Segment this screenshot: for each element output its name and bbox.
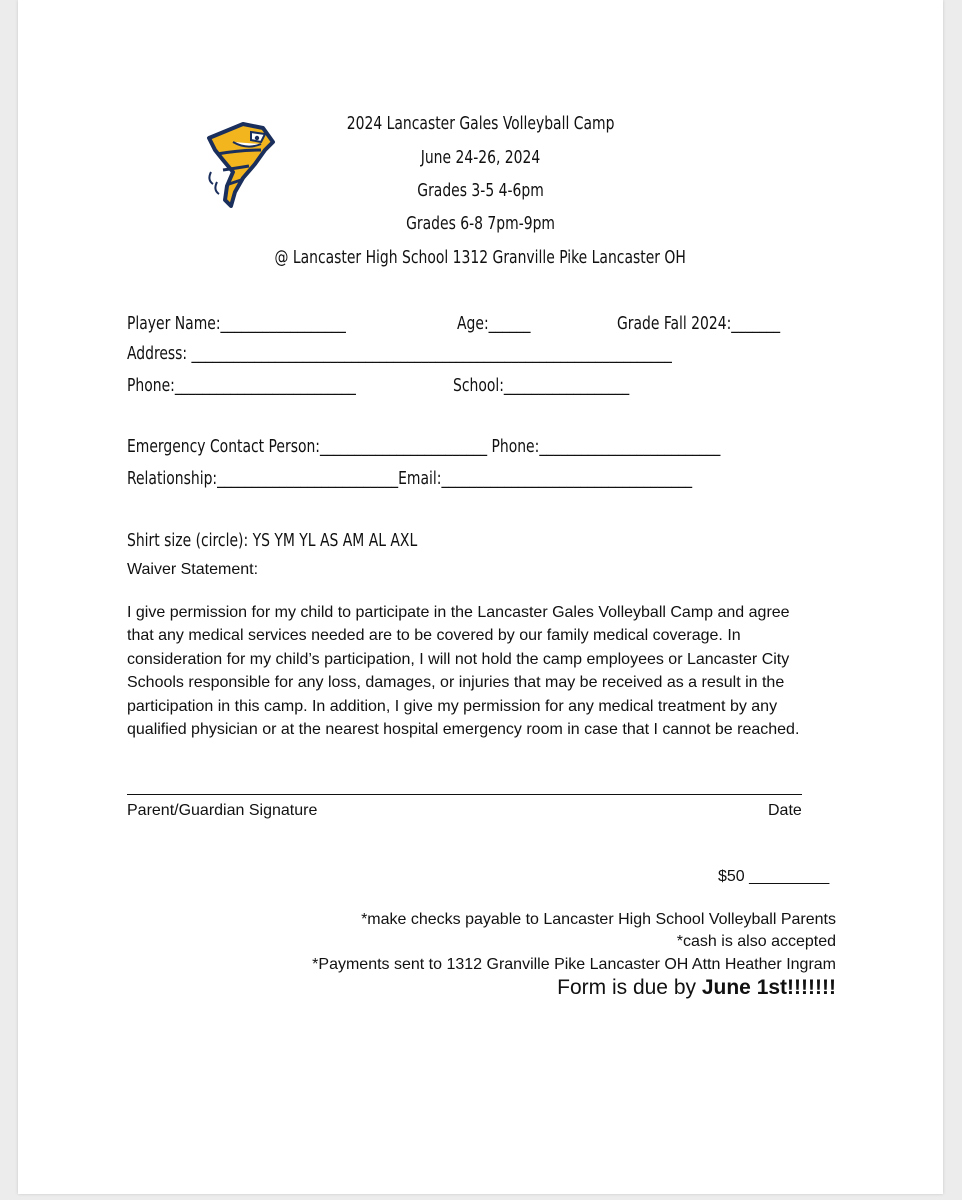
due-date: June 1st!!!!!!!	[701, 976, 836, 999]
due-date-note	[557, 976, 836, 1000]
grades-6-8-time: Grades 6-8 7pm-9pm	[406, 213, 555, 234]
signature-line[interactable]	[127, 794, 802, 795]
player-name-field[interactable]: Player Name:__________________	[127, 313, 346, 334]
address-field[interactable]: Address: _____________________________________________________________________	[127, 343, 672, 364]
fee-field[interactable]: $50 _________	[718, 868, 830, 885]
shirt-size-options[interactable]: Shirt size (circle): YS YM YL AS AM AL AXL	[127, 530, 418, 551]
payment-address-note: *Payments sent to 1312 Granville Pike Lancaster OH Attn Heather Ingram	[312, 956, 836, 973]
waiver-line: Schools responsible for any loss, damages, or injuries that may be received as a result in the	[127, 674, 785, 692]
relationship-email-field[interactable]: Relationship:__________________________Email:____________________________________	[127, 468, 693, 489]
age-field[interactable]: Age:______	[457, 313, 531, 334]
waiver-line: that any medical services needed are to be covered by our family medical coverage. In	[127, 627, 741, 645]
waiver-text	[127, 601, 799, 741]
waiver-line: consideration for my child’s participation, I will not hold the camp employees or Lancaster City	[127, 650, 790, 668]
checks-note: *make checks payable to Lancaster High School Volleyball Parents	[361, 911, 836, 928]
form-page	[18, 0, 943, 1194]
camp-dates: June 24-26, 2024	[420, 147, 541, 168]
due-prefix: Form is due by	[557, 976, 702, 999]
date-label: Date	[768, 802, 802, 819]
cash-note: *cash is also accepted	[676, 933, 836, 950]
camp-location: @ Lancaster High School 1312 Granville Pike Lancaster OH	[274, 247, 687, 268]
grade-field[interactable]: Grade Fall 2024:_______	[617, 313, 781, 334]
waiver-line: I give permission for my child to participate in the Lancaster Gales Volleyball Camp and agree	[127, 604, 790, 621]
phone-field[interactable]: Phone:__________________________	[127, 375, 356, 396]
signature-label: Parent/Guardian Signature	[127, 802, 318, 819]
waiver-line: qualified physician or at the nearest hospital emergency room in case that I cannot be reached.	[127, 721, 800, 739]
school-field[interactable]: School:__________________	[453, 375, 630, 396]
emergency-contact-field[interactable]: Emergency Contact Person:________________________ Phone:__________________________	[127, 436, 721, 457]
camp-title: 2024 Lancaster Gales Volleyball Camp	[346, 113, 615, 134]
waiver-heading: Waiver Statement:	[127, 561, 259, 578]
waiver-line: participation in this camp. In addition, I give my permission for any medical treatment by any	[127, 697, 778, 715]
grades-3-5-time: Grades 3-5 4-6pm	[417, 180, 544, 201]
